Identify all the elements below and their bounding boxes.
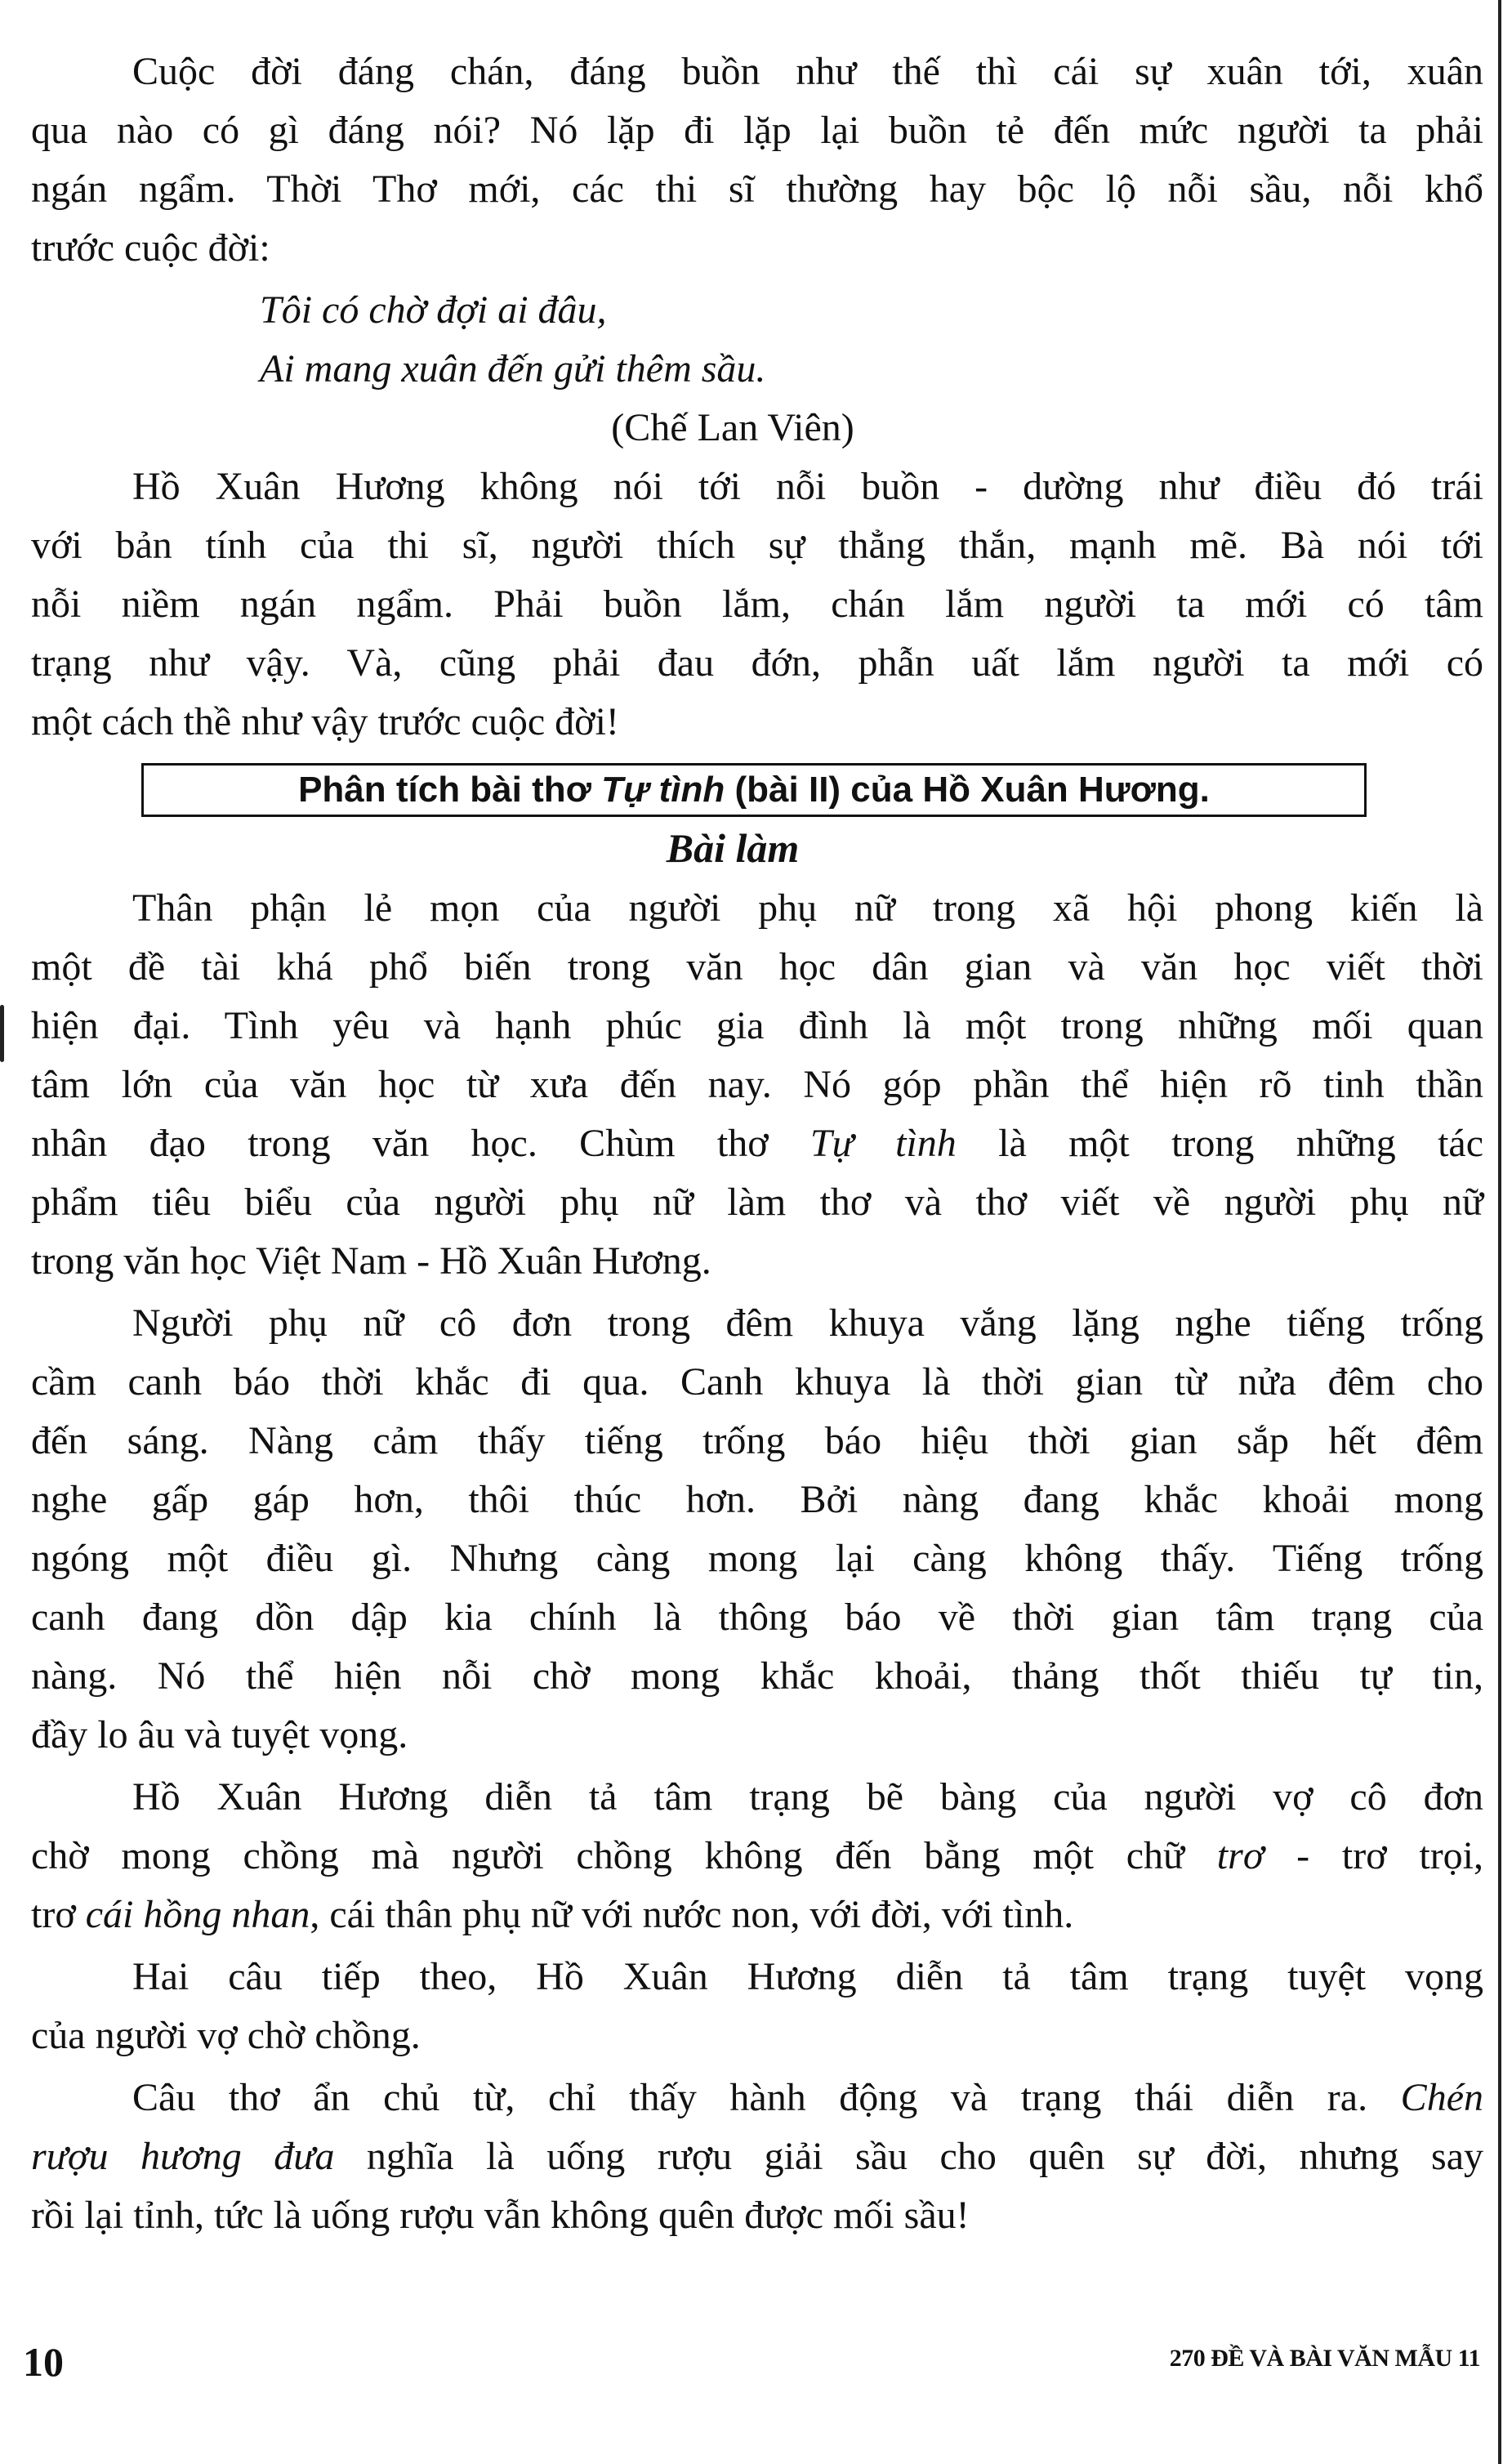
italic-text: cái hồng nhan bbox=[85, 1893, 310, 1936]
text-line bbox=[31, 1768, 1483, 1827]
text-segment: ngóng một điều gì. Nhưng càng mong lại càng không thấy. Tiếng trống bbox=[31, 1537, 1483, 1580]
paragraph bbox=[31, 2069, 1483, 2245]
text-line bbox=[31, 42, 1483, 101]
paragraph bbox=[31, 879, 1483, 1291]
text-line bbox=[31, 516, 1483, 575]
page-content bbox=[31, 42, 1483, 2248]
text-segment: Hồ Xuân Hương không nói tới nỗi buồn - dường như điều đó trái bbox=[132, 465, 1483, 508]
text-segment: tâm lớn của văn học từ xưa đến nay. Nó góp phần thể hiện rõ tinh thần bbox=[31, 1063, 1483, 1106]
italic-text: Tự tình bbox=[809, 1122, 957, 1165]
paragraph bbox=[31, 1294, 1483, 1765]
commentary-paragraphs bbox=[31, 458, 1483, 752]
section-title bbox=[141, 763, 1367, 817]
text-segment: - trơ trọi, bbox=[1264, 1834, 1484, 1877]
intro-paragraphs bbox=[31, 42, 1483, 278]
text-line bbox=[31, 160, 1483, 219]
text-line bbox=[31, 1232, 1483, 1291]
text-segment: một đề tài khá phổ biến trong văn học dân gian và văn học viết thời bbox=[31, 945, 1483, 989]
text-segment: ngán ngẩm. Thời Thơ mới, các thi sĩ thường hay bộc lộ nỗi sầu, nỗi khổ bbox=[31, 167, 1483, 211]
paragraph bbox=[31, 1768, 1483, 1944]
text-line bbox=[31, 1948, 1483, 2006]
text-segment: , cái thân phụ nữ với nước non, với đời, với tình. bbox=[310, 1893, 1074, 1936]
text-segment: cầm canh báo thời khắc đi qua. Canh khuya là thời gian từ nửa đêm cho bbox=[31, 1360, 1483, 1404]
title-text: (bài II) của Hồ Xuân Hương. bbox=[725, 770, 1210, 810]
text-segment: nỗi niềm ngán ngẩm. Phải buồn lắm, chán lắm người ta mới có tâm bbox=[31, 583, 1483, 626]
page-number: 10 bbox=[23, 2339, 64, 2385]
paragraph bbox=[31, 1948, 1483, 2065]
poem-quote bbox=[31, 281, 1483, 399]
text-line bbox=[31, 2127, 1483, 2186]
text-line bbox=[31, 1529, 1483, 1588]
essay-paragraphs bbox=[31, 879, 1483, 2245]
running-footer: 270 ĐỀ VÀ BÀI VĂN MẪU 11 bbox=[1169, 2345, 1480, 2372]
text-line bbox=[31, 997, 1483, 1056]
text-line bbox=[31, 575, 1483, 634]
text-segment: Thân phận lẻ mọn của người phụ nữ trong xã hội phong kiến là bbox=[132, 886, 1483, 930]
text-segment: Câu thơ ẩn chủ từ, chỉ thấy hành động và trạng thái diễn ra. bbox=[132, 2076, 1401, 2119]
text-segment: Hồ Xuân Hương diễn tả tâm trạng bẽ bàng của người vợ cô đơn bbox=[132, 1775, 1483, 1819]
poem-line: Tôi có chờ đợi ai đâu, bbox=[260, 288, 607, 332]
text-line bbox=[31, 938, 1483, 997]
poem-citation: (Chế Lan Viên) bbox=[611, 406, 854, 449]
text-line bbox=[31, 879, 1483, 938]
italic-text: rượu hương đưa bbox=[31, 2135, 335, 2178]
text-segment: rồi lại tỉnh, tức là uống rượu vẫn không quên được mối sầu! bbox=[31, 2194, 970, 2237]
text-segment: là một trong những tác bbox=[956, 1122, 1484, 1165]
text-line bbox=[31, 1647, 1483, 1706]
text-line bbox=[31, 101, 1483, 160]
title-italic: Tự tình bbox=[601, 770, 725, 810]
text-line bbox=[31, 634, 1483, 693]
text-segment: Cuộc đời đáng chán, đáng buồn như thế thì cái sự xuân tới, xuân bbox=[132, 50, 1483, 93]
text-segment: của người vợ chờ chồng. bbox=[31, 2014, 421, 2057]
text-segment: trạng như vậy. Và, cũng phải đau đớn, phẫn uất lắm người ta mới có bbox=[31, 641, 1483, 685]
text-line bbox=[31, 1173, 1483, 1232]
text-segment: hiện đại. Tình yêu và hạnh phúc gia đình là một trong những mối quan bbox=[31, 1004, 1483, 1047]
text-line bbox=[31, 693, 1483, 752]
text-line bbox=[31, 2186, 1483, 2245]
paragraph bbox=[31, 42, 1483, 278]
text-segment: qua nào có gì đáng nói? Nó lặp đi lặp lại buồn tẻ đến mức người ta phải bbox=[31, 109, 1483, 152]
text-line bbox=[31, 1353, 1483, 1412]
scan-mark bbox=[0, 1005, 4, 1062]
paragraph bbox=[31, 458, 1483, 752]
scan-edge bbox=[1498, 0, 1501, 2464]
italic-text: trơ bbox=[1216, 1834, 1264, 1877]
text-line bbox=[31, 219, 1483, 278]
text-segment: canh đang dồn dập kia chính là thông báo về thời gian tâm trạng của bbox=[31, 1596, 1483, 1639]
text-line bbox=[31, 1294, 1483, 1353]
text-segment: nàng. Nó thể hiện nỗi chờ mong khắc khoải, thảng thốt thiếu tự tin, bbox=[31, 1654, 1483, 1698]
text-line bbox=[31, 458, 1483, 516]
text-segment: Người phụ nữ cô đơn trong đêm khuya vắng lặng nghe tiếng trống bbox=[132, 1301, 1483, 1345]
title-text: Phân tích bài thơ bbox=[298, 770, 602, 810]
text-line bbox=[31, 2069, 1483, 2127]
text-segment: đầy lo âu và tuyệt vọng. bbox=[31, 1713, 408, 1756]
text-segment: trong văn học Việt Nam - Hồ Xuân Hương. bbox=[31, 1239, 711, 1283]
text-segment: đến sáng. Nàng cảm thấy tiếng trống báo hiệu thời gian sắp hết đêm bbox=[31, 1419, 1483, 1462]
text-line bbox=[31, 1706, 1483, 1765]
text-segment: Hai câu tiếp theo, Hồ Xuân Hương diễn tả tâm trạng tuyệt vọng bbox=[132, 1955, 1483, 1998]
text-line bbox=[31, 2006, 1483, 2065]
poem-line: Ai mang xuân đến gửi thêm sầu. bbox=[260, 347, 766, 391]
text-line bbox=[31, 1471, 1483, 1529]
text-segment: nghĩa là uống rượu giải sầu cho quên sự đời, nhưng say bbox=[334, 2135, 1483, 2178]
text-segment: với bản tính của thi sĩ, người thích sự thẳng thắn, mạnh mẽ. Bà nói tới bbox=[31, 524, 1483, 567]
essay-subtitle: Bài làm bbox=[666, 825, 800, 871]
text-line bbox=[31, 1056, 1483, 1114]
text-line bbox=[31, 1412, 1483, 1471]
text-segment: phẩm tiêu biểu của người phụ nữ làm thơ và thơ viết về người phụ nữ bbox=[31, 1181, 1483, 1224]
text-line bbox=[31, 1114, 1483, 1173]
text-segment: nhân đạo trong văn học. Chùm thơ bbox=[31, 1122, 810, 1165]
text-segment: chờ mong chồng mà người chồng không đến bằng một chữ bbox=[31, 1834, 1217, 1877]
text-line bbox=[31, 1588, 1483, 1647]
text-segment: trơ bbox=[31, 1893, 86, 1936]
italic-text: Chén bbox=[1400, 2076, 1483, 2119]
text-line bbox=[31, 1886, 1483, 1944]
text-segment: trước cuộc đời: bbox=[31, 226, 270, 270]
text-line bbox=[31, 1827, 1483, 1886]
text-segment: một cách thề như vậy trước cuộc đời! bbox=[31, 700, 619, 743]
text-segment: nghe gấp gáp hơn, thôi thúc hơn. Bởi nàng đang khắc khoải mong bbox=[31, 1478, 1483, 1521]
